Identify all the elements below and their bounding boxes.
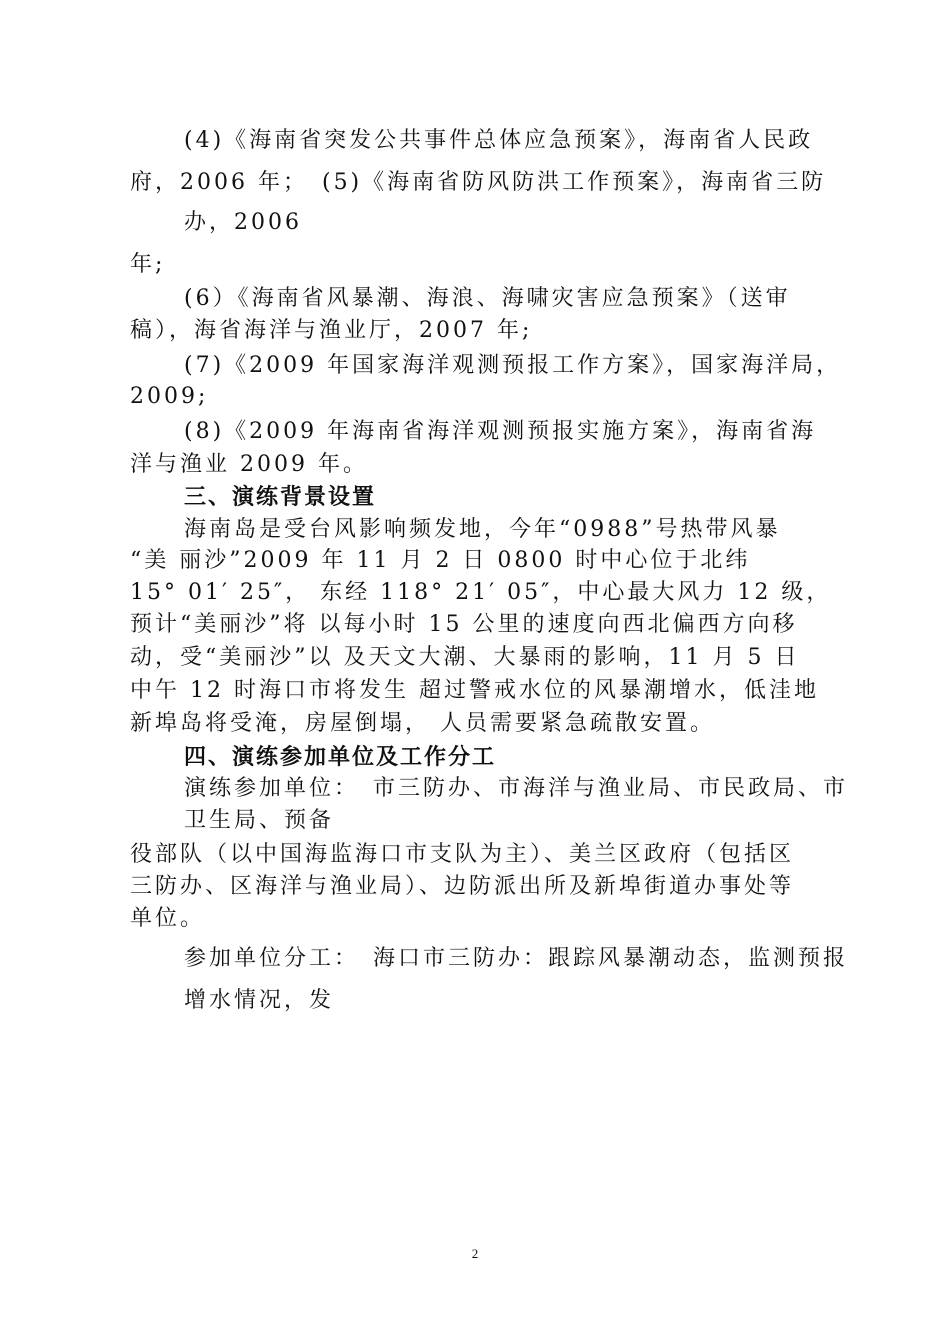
text-line-24: 单位。 <box>130 906 206 931</box>
page-number: 2 <box>471 1246 479 1261</box>
text-line-3: 办，2006 <box>184 210 302 235</box>
text-line-21: 卫生局、预备 <box>184 808 335 833</box>
text-line-16: 动，受“美丽沙”以 及天文大潮、大暴雨的影响，11 月 5 日 <box>130 645 800 670</box>
text-line-2: 府，2006 年； (5)《海南省防风防洪工作预案》，海南省三防 <box>130 170 827 195</box>
text-line-13: “美 丽沙”2009 年 11 月 2 日 0800 时中心位于北纬 <box>130 548 751 573</box>
text-line-15: 预计“美丽沙”将 以每小时 15 公里的速度向西北偏西方向移 <box>130 612 798 637</box>
text-line-22: 役部队（以中国海监海口市支队为主）、美兰区政府（包括区 <box>130 842 795 867</box>
text-line-20: 演练参加单位： 市三防办、市海洋与渔业局、市民政局、市 <box>184 776 849 801</box>
section-heading-3: 三、演练背景设置 <box>184 484 377 510</box>
text-line-26: 增水情况，发 <box>184 988 335 1013</box>
text-line-14: 15° 01′ 25″， 东经 118° 21′ 05″，中心最大风力 12 级， <box>130 580 832 605</box>
text-line-23: 三防办、区海洋与渔业局）、边防派出所及新埠街道办事处等 <box>130 874 795 899</box>
text-line-18: 新埠岛将受淹，房屋倒塌， 人员需要紧急疏散安置。 <box>130 711 715 736</box>
text-line-12: 海南岛是受台风影响频发地，今年“0988”号热带风暴 <box>184 517 781 542</box>
text-line-7: (7)《2009 年国家海洋观测预报工作方案》，国家海洋局， <box>184 353 842 378</box>
text-line-17: 中午 12 时海口市将发生 超过警戒水位的风暴潮增水，低洼地 <box>130 678 819 703</box>
text-line-25: 参加单位分工： 海口市三防办：跟踪风暴潮动态，监测预报 <box>184 946 849 971</box>
text-line-10: 洋与渔业 2009 年。 <box>130 452 368 477</box>
text-line-4: 年; <box>130 252 166 277</box>
text-line-8: 2009; <box>130 384 209 409</box>
section-heading-4: 四、演练参加单位及工作分工 <box>184 744 497 770</box>
text-line-9: (8)《2009 年海南省海洋观测预报实施方案》，海南省海 <box>184 419 817 444</box>
text-line-5: (6）《海南省风暴潮、海浪、海啸灾害应急预案》（送审 <box>184 286 791 311</box>
text-line-1: (4)《海南省突发公共事件总体应急预案》，海南省人民政 <box>184 128 814 153</box>
text-line-6: 稿），海省海洋与渔业厅，2007 年; <box>130 318 533 343</box>
